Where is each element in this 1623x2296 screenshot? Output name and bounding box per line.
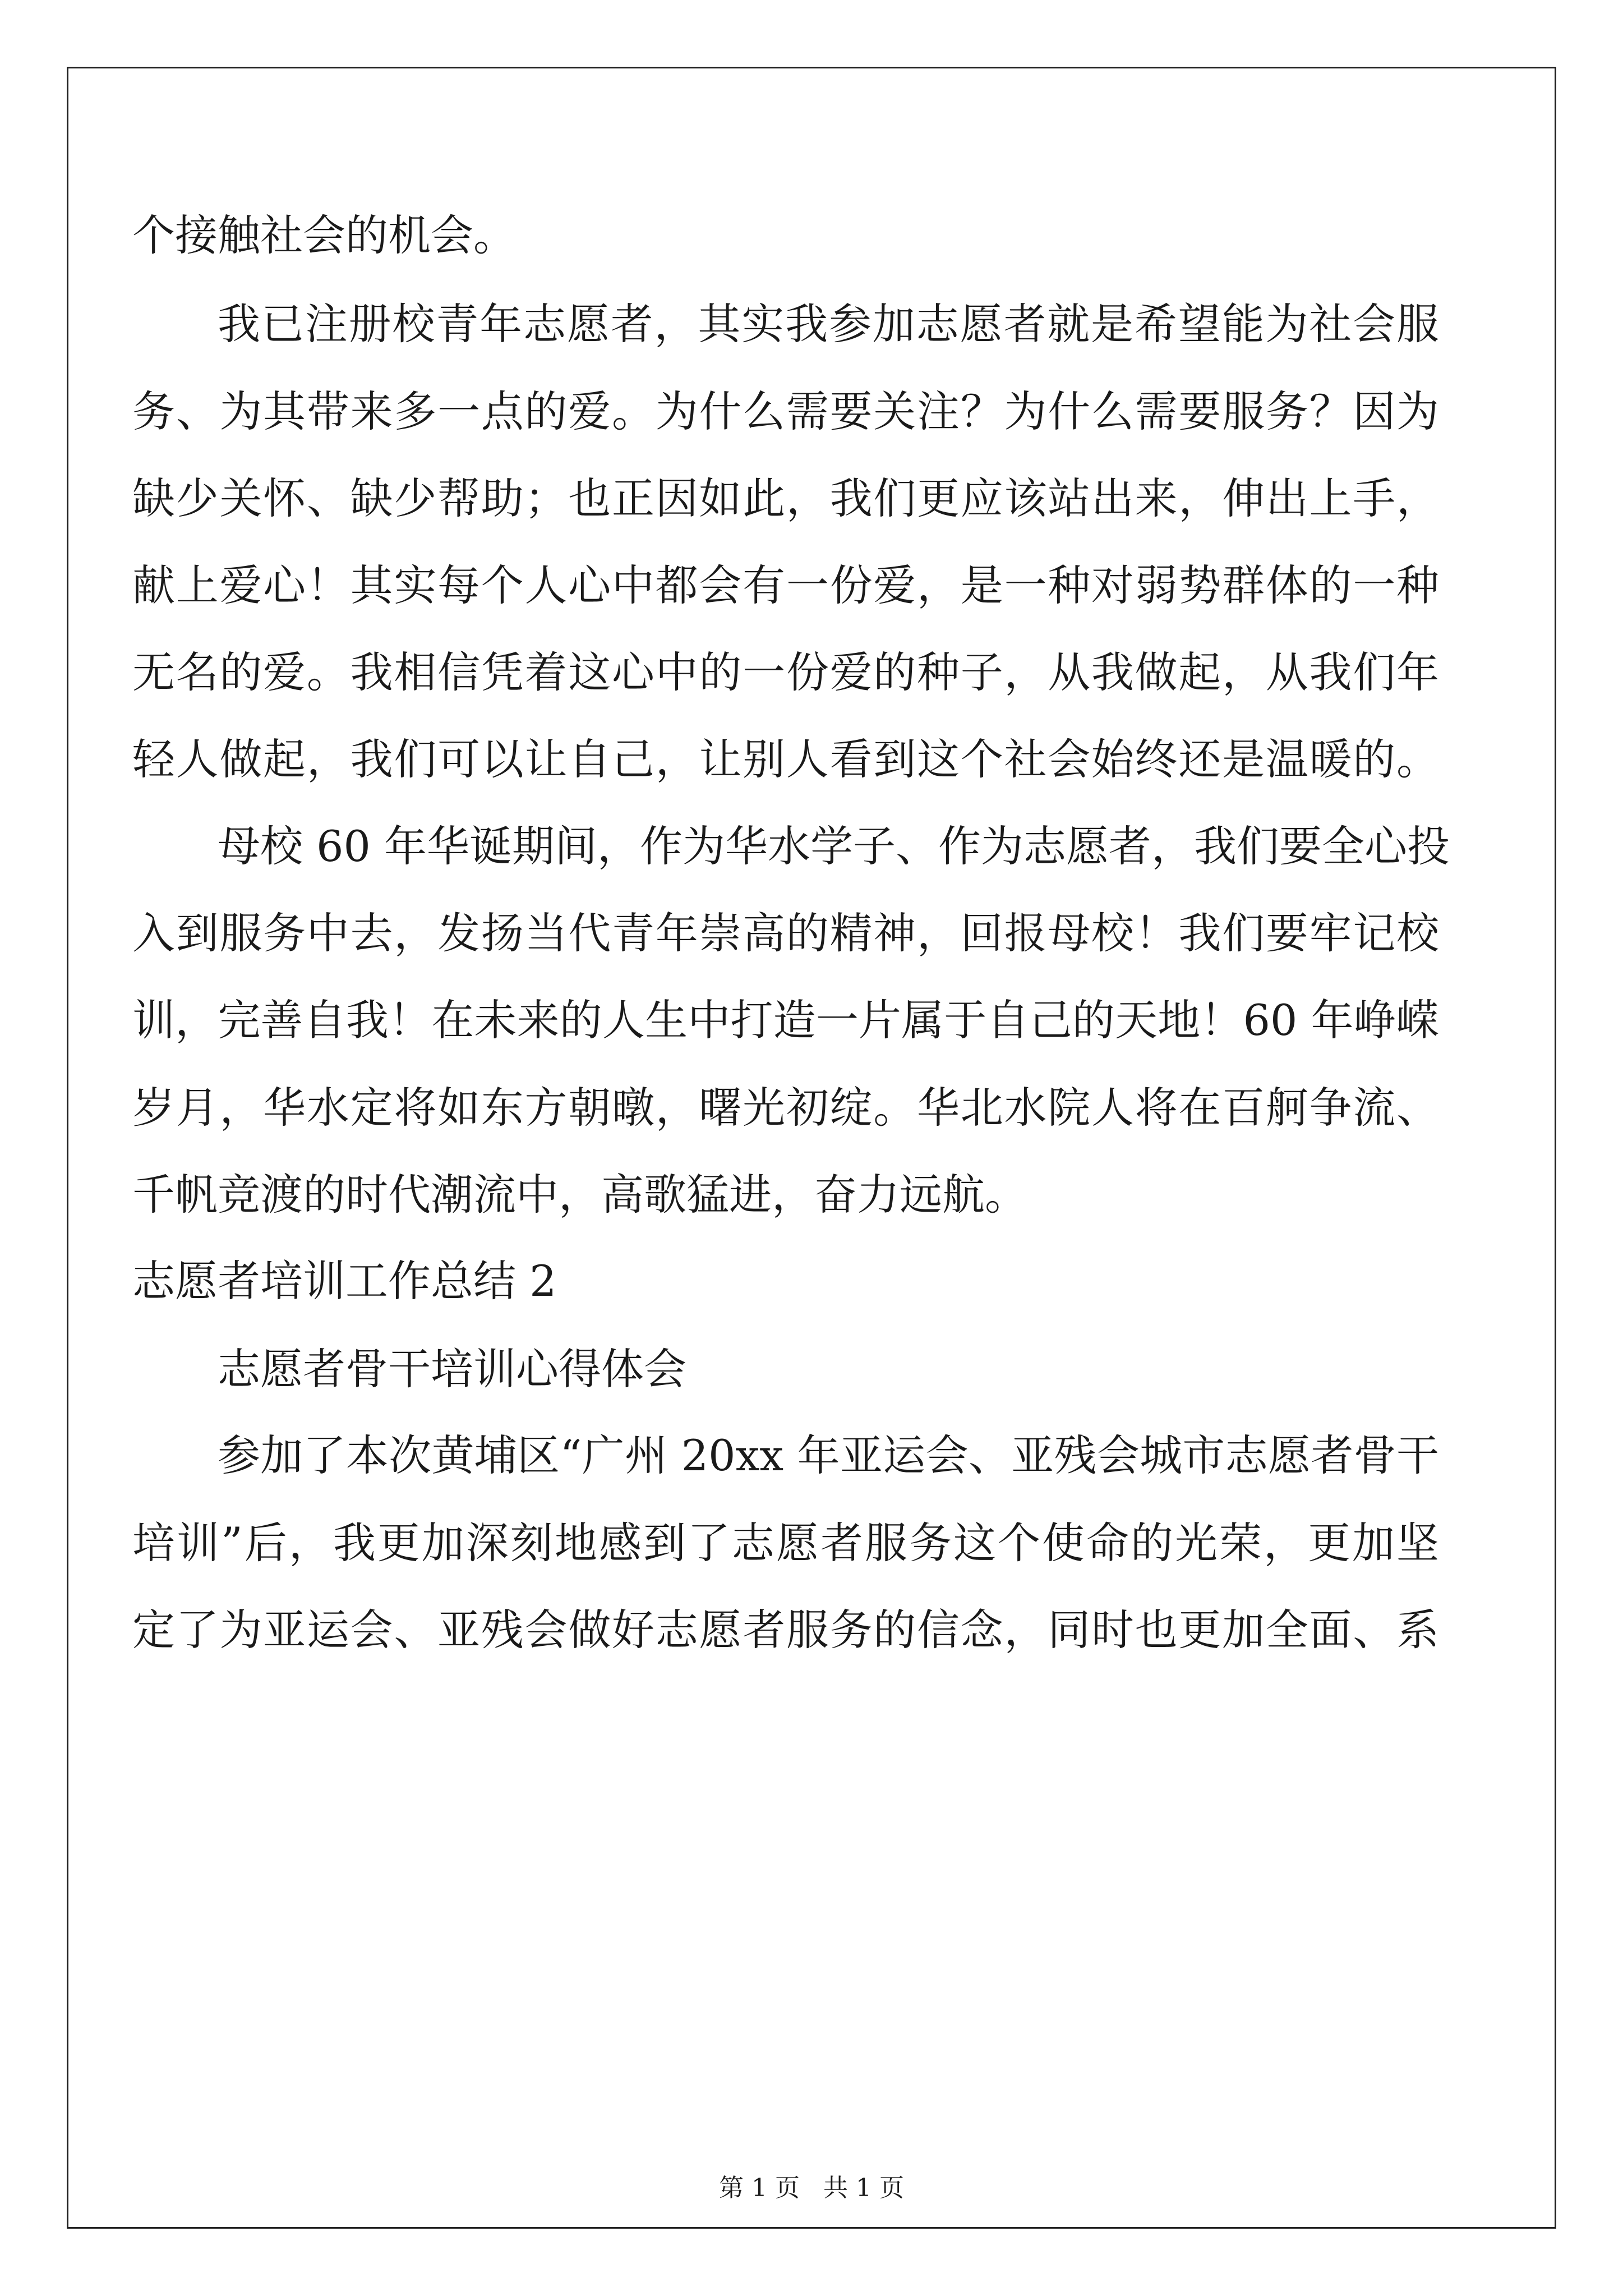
text-line: 入到服务中去，发扬当代青年崇高的精神，回报母校！我们要牢记校: [132, 908, 1439, 958]
text-line: 我已注册校青年志愿者，其实我参加志愿者就是希望能为社会服: [218, 299, 1439, 349]
text-line: 参加了本次黄埔区“广州 20xx 年亚运会、亚残会城市志愿者骨干: [218, 1430, 1439, 1480]
text-line: 母校 60 年华诞期间，作为华水学子、作为志愿者，我们要全心投: [218, 821, 1450, 871]
text-line: 缺少关怀、缺少帮助；也正因如此，我们更应该站出来，伸出上手，: [132, 473, 1439, 523]
text-line: 务、为其带来多一点的爱。为什么需要关注？为什么需要服务？因为: [132, 386, 1439, 436]
section-subheading: 志愿者骨干培训心得体会: [218, 1344, 686, 1394]
text-line: 岁月，华水定将如东方朝暾，曙光初绽。华北水院人将在百舸争流、: [132, 1083, 1439, 1133]
text-line: 献上爱心！其实每个人心中都会有一份爱，是一种对弱势群体的一种: [132, 560, 1439, 610]
page-number-footer: 第 1 页 共 1 页: [719, 2174, 904, 2202]
text-line: 轻人做起，我们可以让自己，让别人看到这个社会始终还是温暖的。: [132, 734, 1439, 784]
text-line: 个接触社会的机会。: [132, 210, 516, 260]
text-line: 训，完善自我！在未来的人生中打造一片属于自己的天地！60 年峥嵘: [132, 995, 1439, 1045]
section-heading: 志愿者培训工作总结 2: [132, 1256, 557, 1306]
text-line: 千帆竞渡的时代潮流中，高歌猛进，奋力远航。: [132, 1170, 1027, 1220]
text-line: 定了为亚运会、亚残会做好志愿者服务的信念，同时也更加全面、系: [132, 1605, 1439, 1655]
text-line: 无名的爱。我相信凭着这心中的一份爱的种子，从我做起，从我们年: [132, 647, 1439, 697]
text-line: 培训”后，我更加深刻地感到了志愿者服务这个使命的光荣，更加坚: [132, 1518, 1439, 1568]
